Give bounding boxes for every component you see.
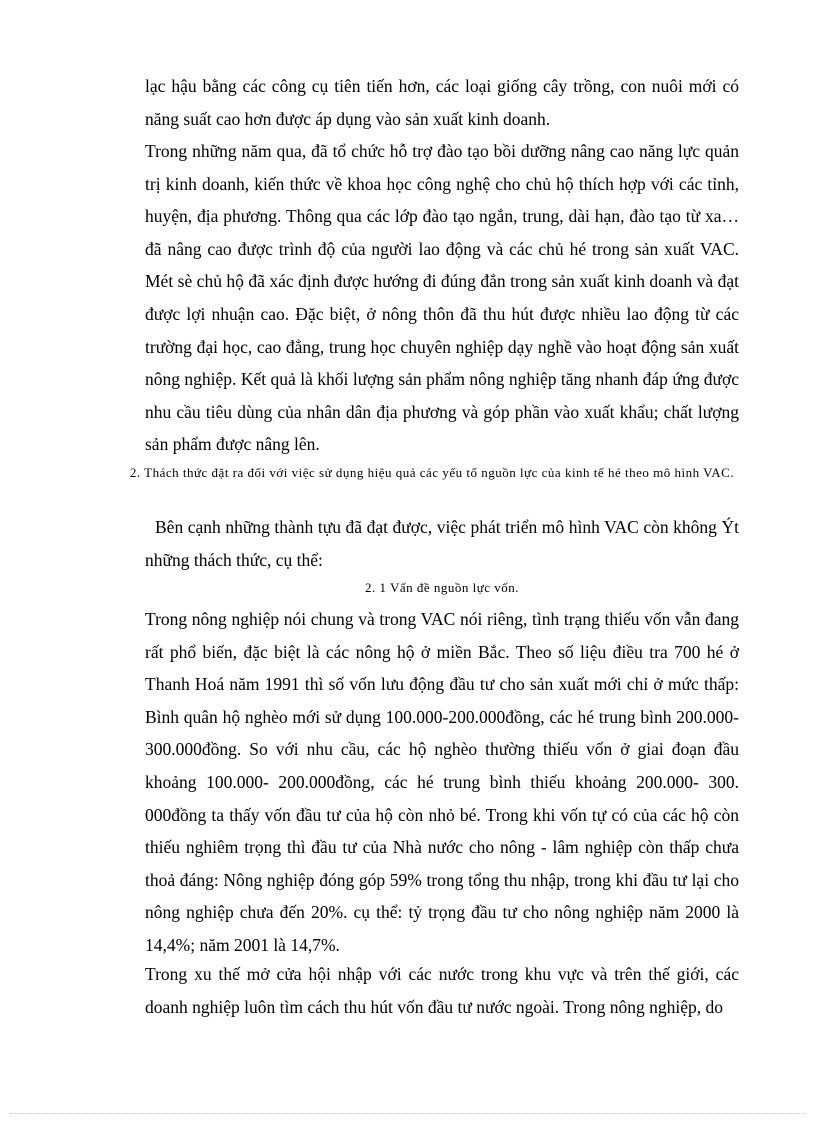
body-paragraph bbox=[145, 511, 739, 576]
paragraph-text: Trong nông nghiệp nói chung và trong VAC nói riêng, tình trạng thiếu vốn vẫn đang rất phổ biến, đặc biệt là các nông hộ ở miền Bắc. Theo số liệu điều tra 700 hé ở Thanh Hoá năm 1991 thì số vốn lưu động đầu tư cho sản xuất mới chỉ ở mức thấp: Bình quân hộ nghèo mới sử dụng 100.000-200.000đồng, các hé trung bình 200.000-300.000đồng. So với nhu cầu, các hộ nghèo thường thiếu vốn ở giai đoạn đầu khoảng 100.000- 200.000đồng, các hé trung bình thiếu khoảng 200.000- 300. 000đồng ta thấy vốn đầu tư của hộ còn nhỏ bé. Trong khi vốn tự có của các hộ còn thiếu nghiêm trọng thì đầu tư của Nhà nước cho nông - lâm nghiệp còn thấp chưa thoả đáng: Nông nghiệp đóng góp 59% trong tổng thu nhập, trong khi đầu tư lại cho nông nghiệp chưa đến 20%. cụ thể: tỷ trọng đầu tư cho nông nghiệp năm 2000 là 14,4%; năm 2001 là 14,7%. bbox=[145, 609, 739, 955]
heading-text: 2. Thách thức đặt ra đối với việc sử dụng hiệu quả các yếu tố nguồn lực của kinh tế hé theo mô hình VAC. bbox=[129, 465, 735, 480]
body-paragraph bbox=[145, 958, 739, 1023]
paragraph-text: Bên cạnh những thành tựu đã đạt được, việc phát triển mô hình VAC còn không Ýt những thách thức, cụ thể: bbox=[145, 517, 739, 570]
paragraph-text: Trong xu thế mở cửa hội nhập với các nước trong khu vực và trên thế giới, các doanh nghiệp luôn tìm cách thu hút vốn đầu tư nước ngoài. Trong nông nghiệp, do bbox=[145, 964, 739, 1017]
body-paragraph bbox=[145, 603, 739, 962]
heading-text: 2. 1 Vấn đề nguồn lực vốn. bbox=[364, 580, 520, 595]
page-bottom-rule bbox=[10, 1113, 806, 1114]
section-heading bbox=[120, 459, 744, 486]
paragraph-text: Trong những năm qua, đã tổ chức hỗ trợ đào tạo bồi dưỡng nâng cao năng lực quản trị kinh doanh, kiến thức về khoa học công nghệ cho chủ hộ thích hợp với các tỉnh, huyện, địa phương. Thông qua các lớp đào tạo ngắn, trung, dài hạn, đào tạo từ xa…đã nâng cao được trình độ của người lao động và các chủ hé trong sản xuất VAC. Mét sè chủ hộ đã xác định được hướng đi đúng đắn trong sản xuất kinh doanh và đạt được lợi nhuận cao. Đặc biệt, ở nông thôn đã thu hút được nhiều lao động từ các trường đại học, cao đẳng, trung học chuyên nghiệp dạy nghề vào hoạt động sản xuất nông nghiệp. Kết quả là khối lượng sản phẩm nông nghiệp tăng nhanh đáp ứng được nhu cầu tiêu dùng của nhân dân địa phương và góp phần vào xuất khẩu; chất lượng sản phẩm được nâng lên. bbox=[145, 141, 739, 455]
subsection-heading bbox=[145, 574, 739, 601]
body-paragraph bbox=[145, 70, 739, 135]
paragraph-text: lạc hậu bằng các công cụ tiên tiến hơn, các loại giống cây trồng, con nuôi mới có năng suất cao hơn được áp dụng vào sản xuất kinh doanh. bbox=[145, 76, 739, 129]
body-paragraph bbox=[145, 135, 739, 461]
